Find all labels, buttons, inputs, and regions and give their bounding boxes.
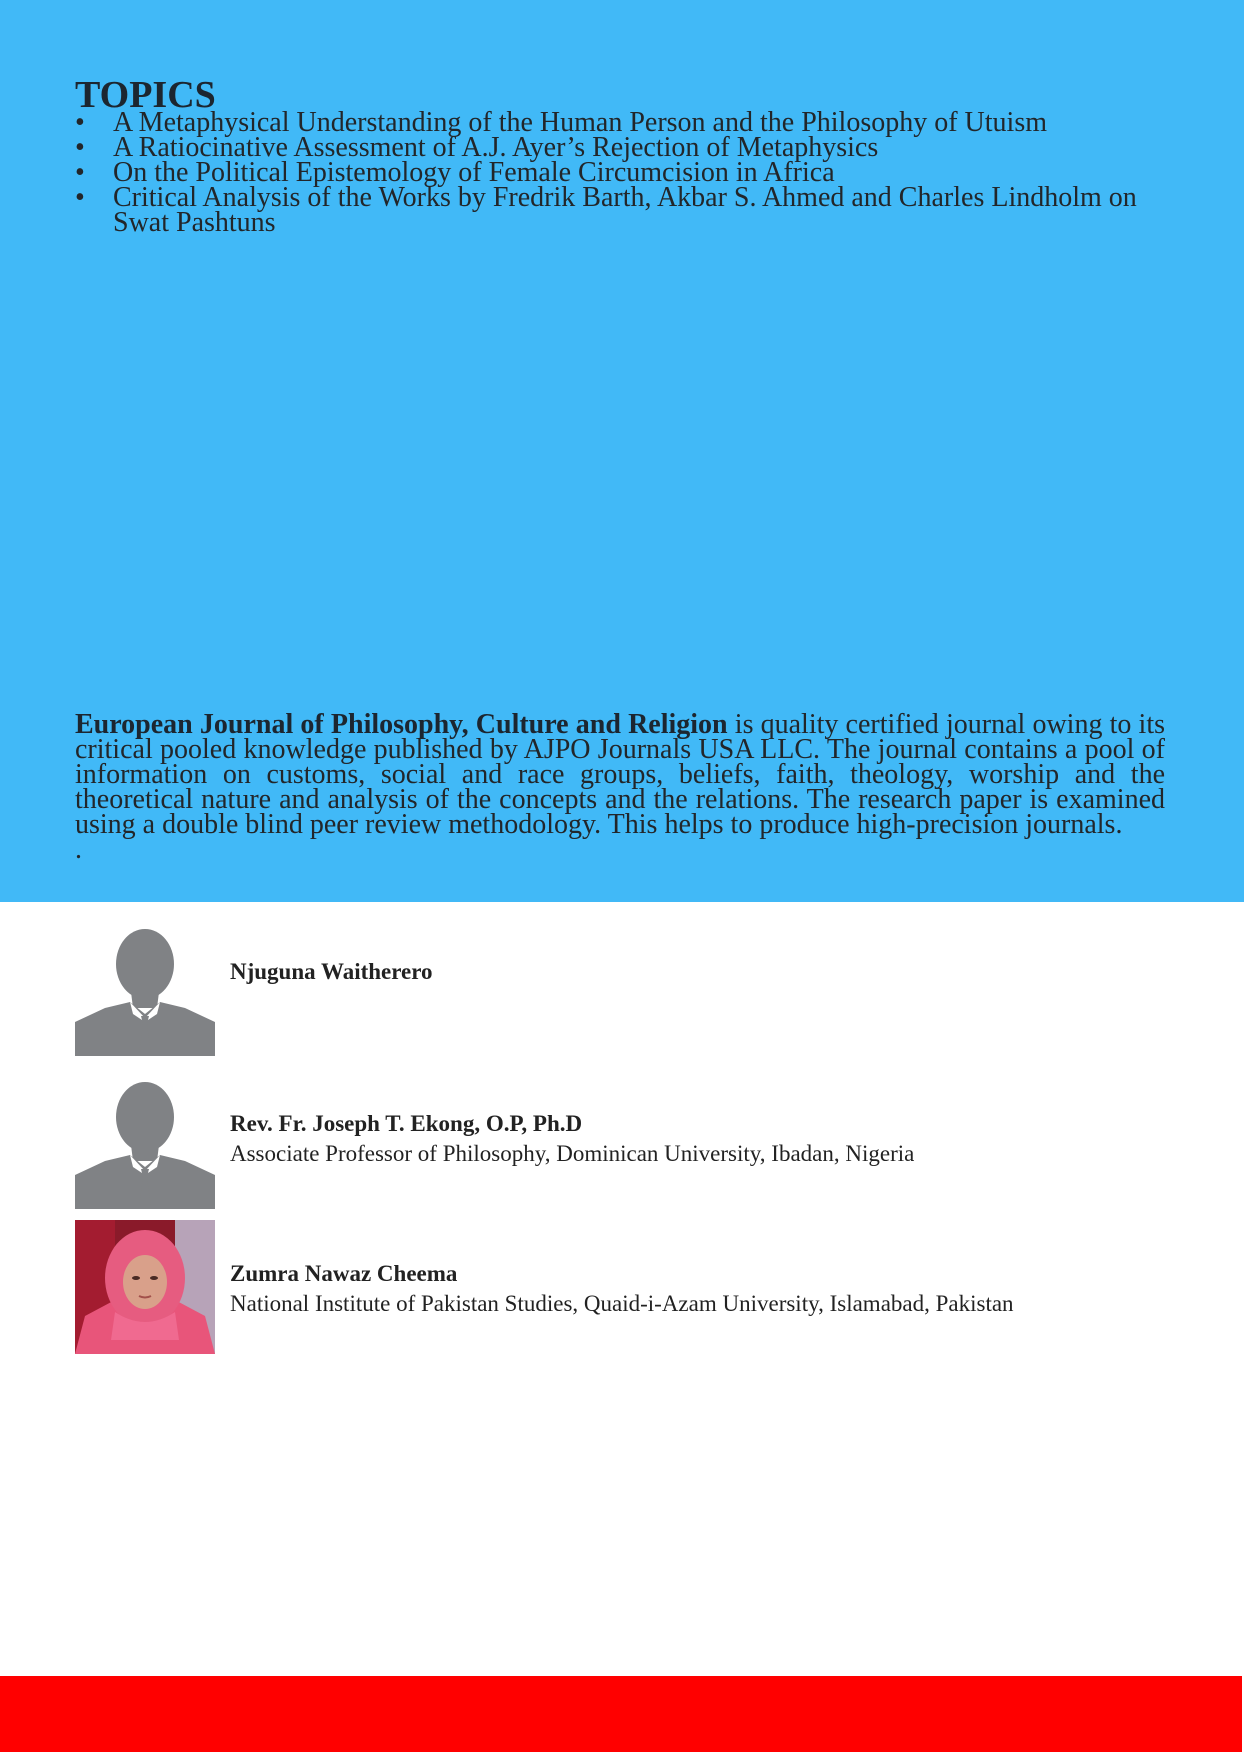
- author-card: [75, 922, 1175, 1056]
- journal-description-text: is quality certified journal owing to its critical pooled knowledge published by AJPO Journals USA LLC. The journal contains a pool of information on customs, social and race groups, beliefs, faith, theology, worship and the theoretical nature and analysis of the concepts and the relations. The research paper is examined using a double blind peer review methodology. This helps to produce high-precision journals.: [75, 709, 1165, 840]
- author-card: [75, 1075, 1175, 1209]
- topic-text: Critical Analysis of the Works by Fredrik Barth, Akbar S. Ahmed and Charles Lindholm on Swat Pashtuns: [113, 182, 1137, 238]
- author-name: Zumra Nawaz Cheema: [230, 1261, 458, 1286]
- footer-bar: [0, 1676, 1240, 1752]
- topic-text: On the Political Epistemology of Female Circumcision in Africa: [113, 157, 835, 188]
- silhouette-icon: [75, 922, 215, 1056]
- bullet-icon: •: [75, 182, 85, 213]
- journal-name: European Journal of Philosophy, Culture and Religion: [75, 709, 728, 740]
- journal-description: [75, 709, 1165, 865]
- bullet-icon: •: [75, 132, 85, 163]
- author-name: Rev. Fr. Joseph T. Ekong, O.P, Ph.D: [230, 1111, 583, 1136]
- author-card: [75, 1220, 1175, 1354]
- author-affiliation: National Institute of Pakistan Studies, Quaid-i-Azam University, Islamabad, Pakistan: [230, 1291, 1014, 1316]
- author-affiliation: Associate Professor of Philosophy, Dominican University, Ibadan, Nigeria: [230, 1141, 915, 1166]
- topics-list: [75, 107, 1165, 238]
- bullet-icon: •: [75, 107, 85, 138]
- portrait-photo: [75, 1220, 215, 1354]
- topics-title: TOPICS: [75, 74, 216, 116]
- silhouette-icon: [75, 1075, 215, 1209]
- topic-text: A Metaphysical Understanding of the Human Person and the Philosophy of Utuism: [113, 107, 1047, 138]
- topic-item: [75, 182, 1165, 238]
- footer-bar-edge: [1240, 1676, 1242, 1752]
- author-name: Njuguna Waitherero: [230, 959, 433, 984]
- topic-text: A Ratiocinative Assessment of A.J. Ayer’s Rejection of Metaphysics: [113, 132, 879, 163]
- bullet-icon: •: [75, 157, 85, 188]
- trailing-dot: .: [75, 834, 82, 865]
